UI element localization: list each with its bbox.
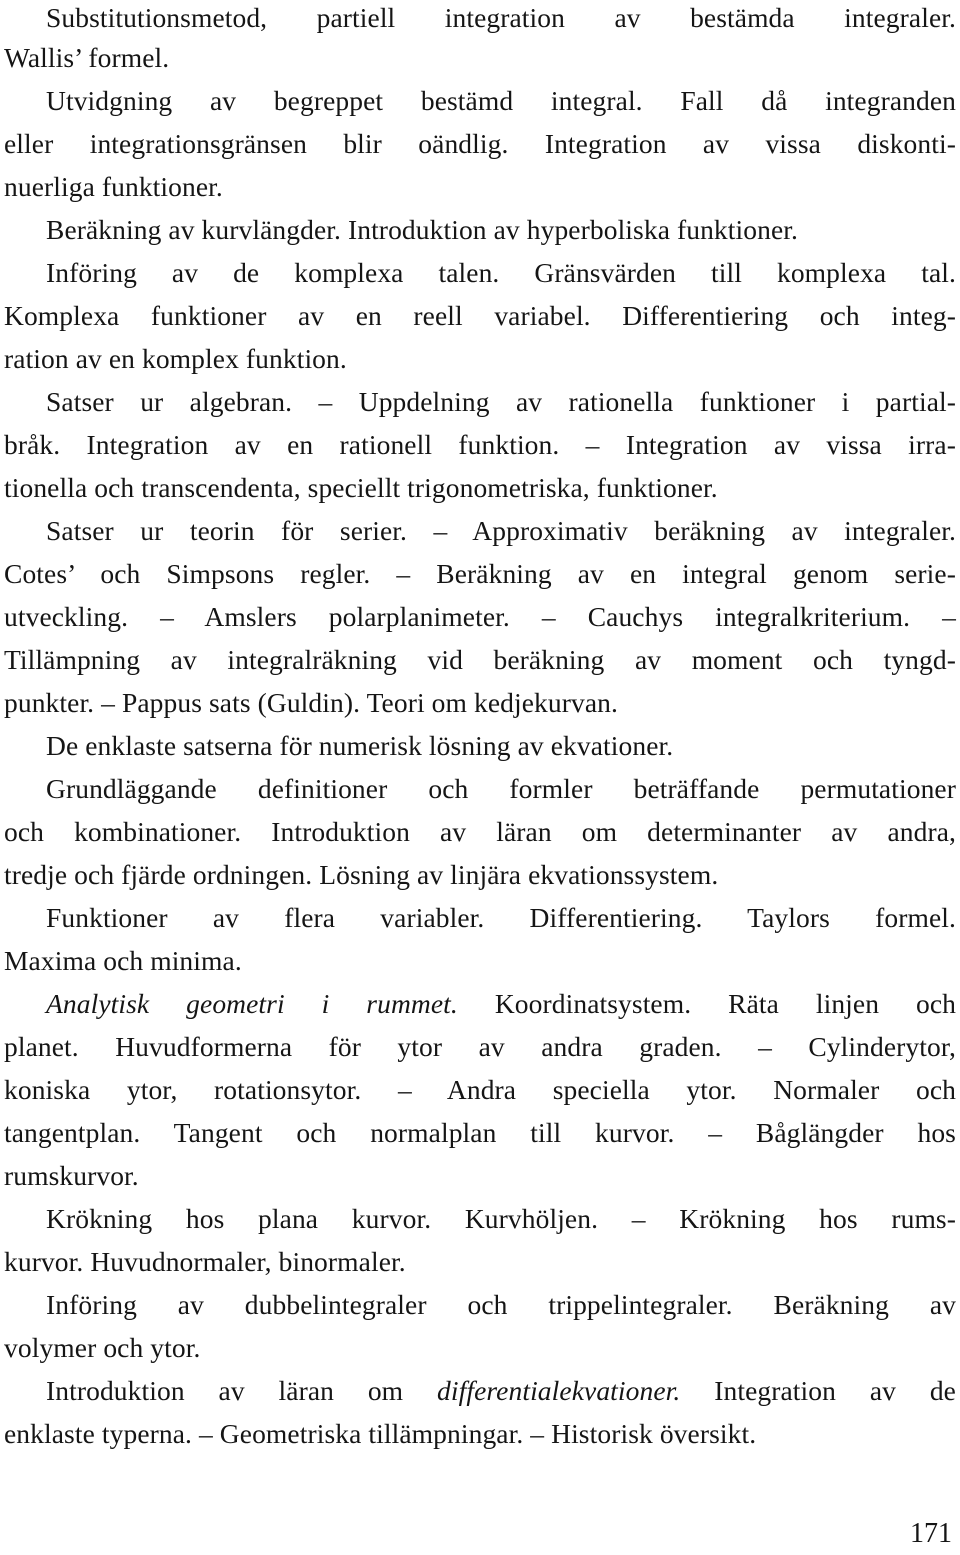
text-line: [4, 1373, 956, 1409]
text-line: volymer och ytor.: [4, 1332, 201, 1363]
text-line: koniska ytor, rotationsytor. – Andra speciella ytor. Normaler och: [4, 1074, 956, 1105]
text-line: Funktioner av flera variabler. Differentiering. Taylors formel.: [46, 902, 956, 933]
text-span: Koordinatsystem. Räta linjen och: [457, 988, 957, 1019]
text-span: Introduktion av läran om: [46, 1375, 438, 1406]
text-line: planet. Huvudformerna för ytor av andra graden. – Cylinderytor,: [4, 1031, 956, 1062]
text-line: Krökning hos plana kurvor. Kurvhöljen. – Krökning hos rums-: [46, 1203, 956, 1234]
text-line: nuerliga funktioner.: [4, 171, 223, 202]
page-number: 171: [910, 1518, 952, 1549]
text-line: De enklaste satserna för numerisk lösning av ekvationer.: [46, 730, 674, 761]
text-line: Komplexa funktioner av en reell variabel. Differentiering och integ-: [4, 300, 956, 331]
text-line: enklaste typerna. – Geometriska tillämpningar. – Historisk översikt.: [4, 1418, 757, 1449]
section-heading-italic: Analytisk geometri i rummet.: [46, 988, 458, 1019]
text-line: tangentplan. Tangent och normalplan till kurvor. – Båglängder hos: [4, 1117, 956, 1148]
text-line: rumskurvor.: [4, 1160, 139, 1191]
text-line: Tillämpning av integralräkning vid beräkning av moment och tyngd-: [4, 644, 956, 675]
text-line: Wallis’ formel.: [4, 42, 170, 73]
text-line: Utvidgning av begreppet bestämd integral. Fall då integranden: [46, 85, 956, 116]
text-line: bråk. Integration av en rationell funktion. – Integration av vissa irra-: [4, 429, 956, 460]
italic-term: differentialekvationer.: [437, 1375, 681, 1406]
text-line: Införing av dubbelintegraler och trippelintegraler. Beräkning av: [46, 1289, 956, 1320]
text-line: Införing av de komplexa talen. Gränsvärden till komplexa tal.: [46, 257, 956, 288]
text-line: [4, 986, 956, 1022]
text-span: Integration av de: [680, 1375, 956, 1406]
text-line: tredje och fjärde ordningen. Lösning av linjära ekvationssystem.: [4, 859, 719, 890]
text-line: och kombinationer. Introduktion av läran om determinanter av andra,: [4, 816, 956, 847]
text-line: tionella och transcendenta, speciellt trigonometriska, funktioner.: [4, 472, 718, 503]
text-line: Cotes’ och Simpsons regler. – Beräkning av en integral genom serie-: [4, 558, 956, 589]
text-line: ration av en komplex funktion.: [4, 343, 347, 374]
text-line: Beräkning av kurvlängder. Introduktion av hyperboliska funktioner.: [46, 214, 798, 245]
text-line: eller integrationsgränsen blir oändlig. Integration av vissa diskonti-: [4, 128, 956, 159]
text-line: Satser ur algebran. – Uppdelning av rationella funktioner i partial-: [46, 386, 956, 417]
text-line: Maxima och minima.: [4, 945, 242, 976]
text-line: punkter. – Pappus sats (Guldin). Teori om kedjekurvan.: [4, 687, 618, 718]
text-line: utveckling. – Amslers polarplanimeter. – Cauchys integralkriterium. –: [4, 601, 956, 632]
text-line: Satser ur teorin för serier. – Approximativ beräkning av integraler.: [46, 515, 956, 546]
text-line: Grundläggande definitioner och formler beträffande permutationer: [46, 773, 956, 804]
text-line: Substitutionsmetod, partiell integration av bestämda integraler.: [46, 2, 956, 33]
text-line: kurvor. Huvudnormaler, binormaler.: [4, 1246, 406, 1277]
